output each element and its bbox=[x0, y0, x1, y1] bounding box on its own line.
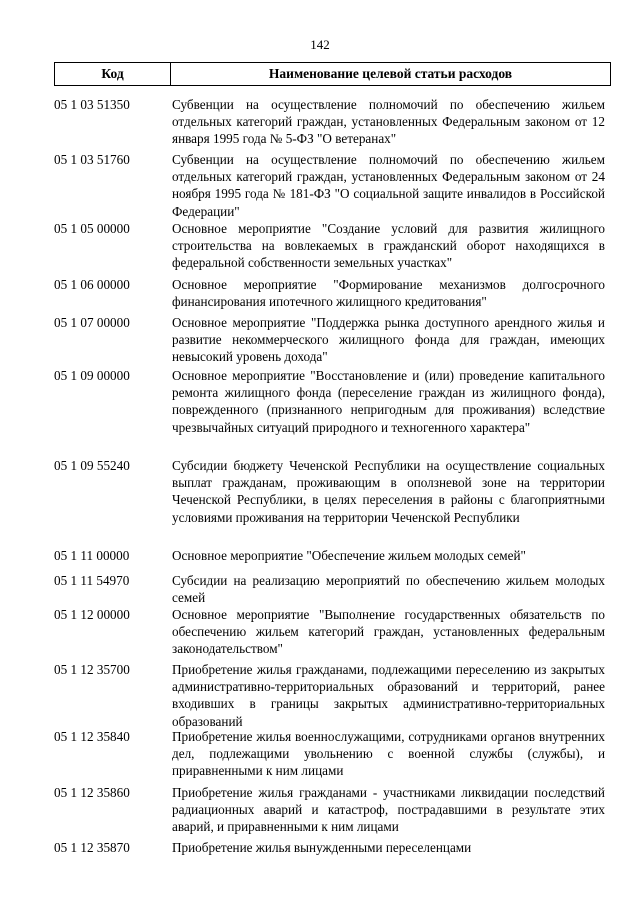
row-code: 05 1 03 51350 bbox=[54, 97, 130, 112]
table-row bbox=[54, 276, 609, 310]
table-row bbox=[54, 96, 609, 148]
row-description: Приобретение жилья гражданами - участниками ликвидации последствий радиационных аварий и катастроф, пострадавшими в результате этих аварий, и приравненными к ним лицами bbox=[172, 785, 605, 835]
row-description: Субвенции на осуществление полномочий по обеспечению жильем отдельных категорий граждан, установленных Федеральным законом от 12 января 1995 года № 5-ФЗ "О ветеранах" bbox=[172, 97, 605, 147]
row-code: 05 1 12 35700 bbox=[54, 662, 130, 677]
row-code: 05 1 12 35840 bbox=[54, 729, 130, 744]
row-code: 05 1 11 54970 bbox=[54, 573, 130, 588]
row-description: Субвенции на осуществление полномочий по обеспечению жильем отдельных категорий граждан, установленных Федеральным законом от 24 ноября 1995 года № 181-ФЗ "О социальной защите инвалидов в Российской Федерации" bbox=[172, 152, 605, 219]
header-name: Наименование целевой статьи расходов bbox=[268, 66, 513, 81]
row-code: 05 1 09 00000 bbox=[54, 368, 130, 383]
row-code: 05 1 07 00000 bbox=[54, 315, 130, 330]
row-code: 05 1 11 00000 bbox=[54, 548, 130, 563]
row-code: 05 1 12 35860 bbox=[54, 785, 130, 800]
row-description: Основное мероприятие "Создание условий для развития жилищного строительства на вовлекаемых в гражданский оборот находящихся в федеральной собственности земельных участках" bbox=[172, 221, 605, 271]
row-description: Основное мероприятие "Формирование механизмов долгосрочного финансирования ипотечного жилищного кредитования" bbox=[172, 277, 605, 310]
table-header bbox=[54, 62, 611, 86]
row-description: Основное мероприятие "Обеспечение жильем молодых семей" bbox=[172, 548, 526, 563]
header-code: Код bbox=[55, 63, 171, 85]
page-number: 142 bbox=[310, 37, 330, 52]
row-code: 05 1 12 35870 bbox=[54, 840, 130, 855]
row-description: Основное мероприятие "Восстановление и (или) проведение капитального ремонта жилищного фонда (переселение граждан из жилищного фонда), поврежденного (признанного непригодным для проживания) вследствие чрезвычайных ситуаций природного и техногенного характера" bbox=[172, 368, 605, 435]
table-row bbox=[54, 728, 609, 780]
row-description: Приобретение жилья вынужденными переселенцами bbox=[172, 840, 472, 855]
row-description: Приобретение жилья военнослужащими, сотрудниками органов внутренних дел, подлежащими увольнению с военной службы (службы), и приравненными к ним лицами bbox=[172, 729, 605, 779]
row-description: Субсидии бюджету Чеченской Республики на осуществление социальных выплат гражданам, проживающим в оползневой зоне на территории Чеченской Республики, в целях переселения в районы с благоприятными условиями проживания на территории Чеченской Республики bbox=[172, 458, 605, 525]
table-row bbox=[54, 367, 609, 436]
table-row bbox=[54, 572, 609, 606]
table-row bbox=[54, 547, 609, 564]
table-row bbox=[54, 606, 609, 658]
row-code: 05 1 06 00000 bbox=[54, 277, 130, 292]
table-row bbox=[54, 220, 609, 272]
table-row bbox=[54, 839, 609, 856]
table-row bbox=[54, 151, 609, 220]
row-code: 05 1 09 55240 bbox=[54, 458, 130, 473]
row-code: 05 1 12 00000 bbox=[54, 607, 130, 622]
table-row bbox=[54, 784, 609, 836]
row-code: 05 1 03 51760 bbox=[54, 152, 130, 167]
row-description: Субсидии на реализацию мероприятий по обеспечению жильем молодых семей bbox=[172, 573, 605, 606]
row-description: Основное мероприятие "Выполнение государственных обязательств по обеспечению жильем категорий граждан, установленных федеральным законодательством" bbox=[172, 607, 605, 657]
table-row bbox=[54, 457, 609, 526]
table-row bbox=[54, 661, 609, 730]
table-row bbox=[54, 314, 609, 366]
row-description: Основное мероприятие "Поддержка рынка доступного арендного жилья и развитие некоммерческого жилищного фонда для граждан, имеющих невысокий уровень дохода" bbox=[172, 315, 605, 365]
row-description: Приобретение жилья гражданами, подлежащими переселению из закрытых административно-территориальных образований и территорий, ранее входивших в границы закрытых административно-территориальных образований bbox=[172, 662, 605, 729]
row-code: 05 1 05 00000 bbox=[54, 221, 130, 236]
